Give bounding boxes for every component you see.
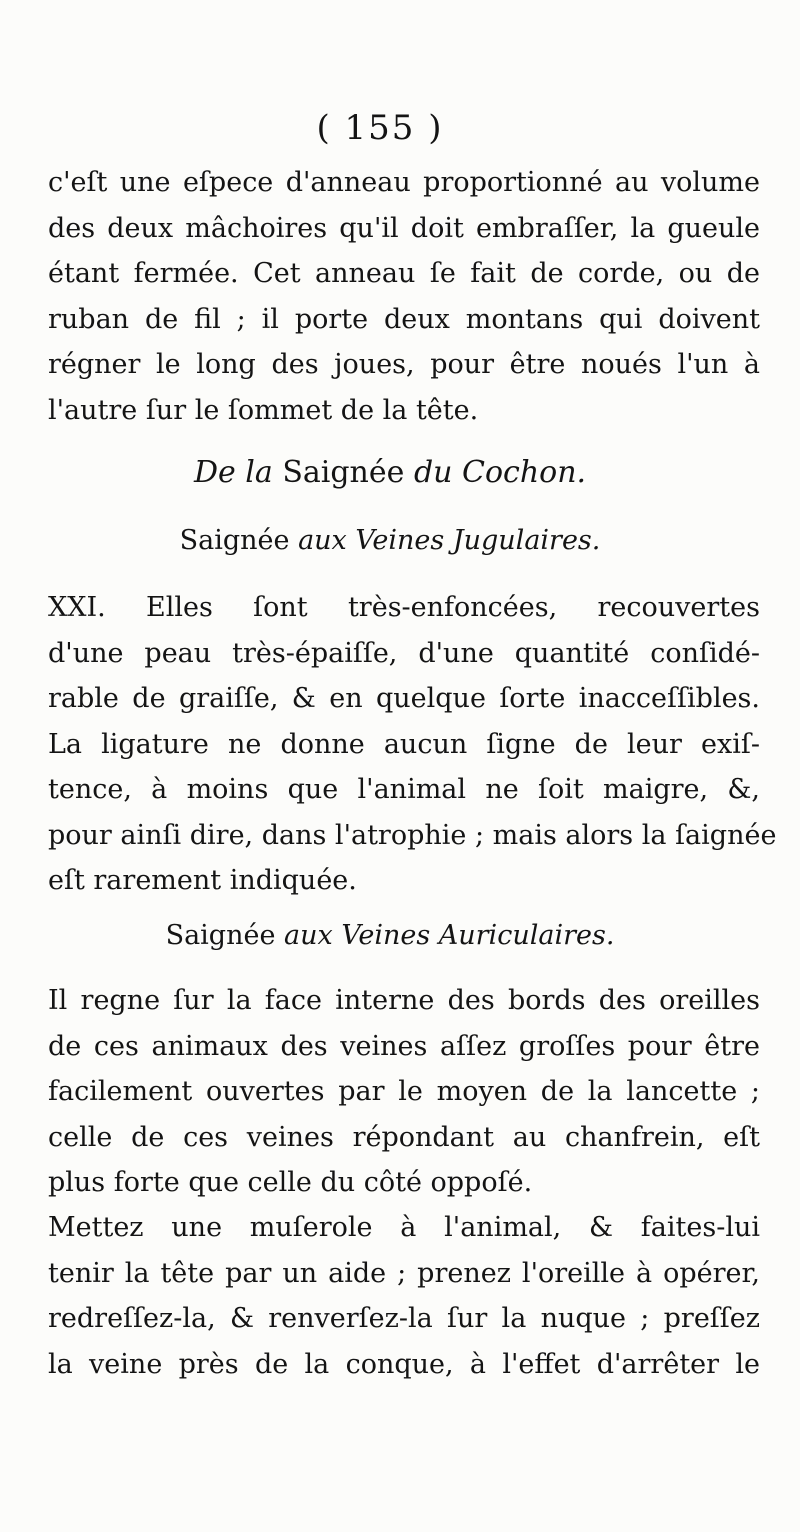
text-line: celle de ces veines répondant au chanfrein, eſt <box>48 1121 760 1153</box>
text-line: tenir la tête par un aide ; prenez l'oreille à opérer, <box>48 1257 760 1289</box>
text-line: pour ainſi dire, dans l'atrophie ; mais alors la ſaignée <box>48 819 777 851</box>
text-line: tence, à moins que l'animal ne ſoit maigre, &, <box>48 774 760 805</box>
text-line: La ligature ne donne aucun ſigne de leur exiſ- <box>48 728 760 760</box>
text-line: des deux mâchoires qu'il doit embraſſer, la gueule <box>48 212 760 244</box>
text-line: d'une peau très-épaiſſe, d'une quantité conſidé- <box>48 637 760 669</box>
paragraph <box>48 1205 760 1387</box>
text-line: plus forte que celle du côté oppoſé. <box>48 1167 533 1198</box>
text-line: ruban de fil ; il porte deux montans qui doivent <box>48 303 760 335</box>
subheading-part: Saignée <box>179 525 290 556</box>
text-line: c'eſt une eſpece d'anneau proportionné au volume <box>48 167 760 198</box>
text-line: régner le long des joues, pour être noués l'un à <box>48 349 760 380</box>
paragraph <box>48 978 760 1206</box>
subsection-heading <box>0 525 780 556</box>
heading-part: Saignée <box>282 455 405 490</box>
text-line: Il regne ſur la face interne des bords des oreilles <box>48 985 760 1016</box>
section-heading <box>0 455 780 490</box>
text-line: la veine près de la conque, à l'effet d'arrêter le <box>48 1348 760 1380</box>
text-line: rable de graiſſe, & en quelque ſorte inacceſſibles. <box>48 683 760 714</box>
text-line: de ces animaux des veines aſſez groſſes pour être <box>48 1030 760 1062</box>
text-line: redreſſez-la, & renverſez-la ſur la nuque ; preſſez <box>48 1303 760 1334</box>
paragraph-continuation <box>48 160 760 433</box>
subsection-heading <box>0 920 780 951</box>
page-number: ( 155 ) <box>316 108 444 148</box>
subheading-part: Saignée <box>165 920 276 951</box>
subheading-part: aux Veines Jugulaires. <box>298 525 601 556</box>
text-line: eſt rarement indiquée. <box>48 865 357 896</box>
text-line: facilement ouvertes par le moyen de la lancette ; <box>48 1076 760 1107</box>
paragraph-xxi <box>48 585 777 904</box>
heading-part: du Cochon. <box>413 455 587 490</box>
heading-part: De la <box>193 455 273 490</box>
text-line: étant fermée. Cet anneau ſe fait de corde, ou de <box>48 258 760 289</box>
text-line: XXI. Elles ſont très-enfoncées, recouvertes <box>48 592 760 623</box>
text-line: Mettez une muſerole à l'animal, & faites-lui <box>48 1212 760 1243</box>
subheading-part: aux Veines Auriculaires. <box>284 920 615 951</box>
text-line: l'autre ſur le ſommet de la tête. <box>48 394 479 426</box>
